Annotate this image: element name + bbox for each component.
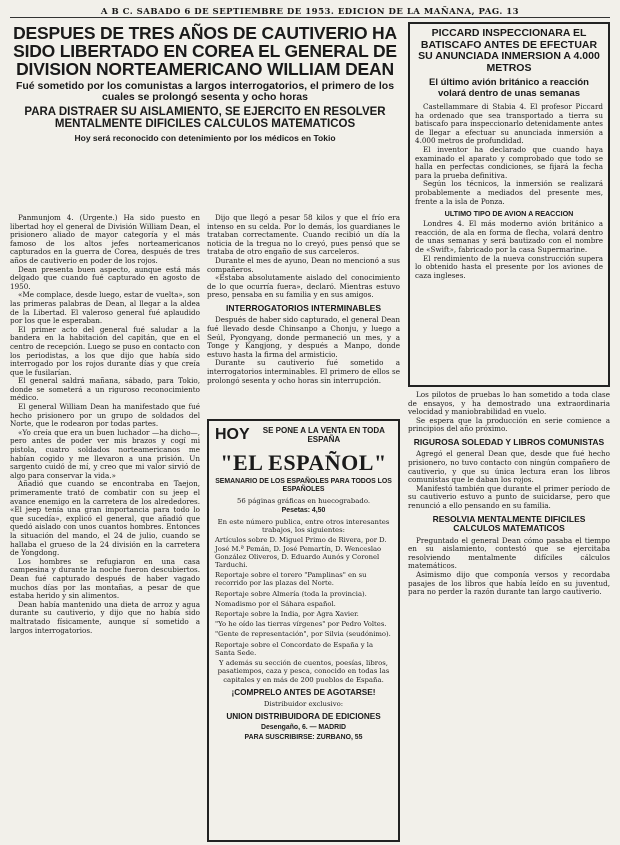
- article-paragraph: Dean presenta buen aspecto, aunque está más delgado que cuando fué capturado en agosto de 1950.: [10, 264, 200, 291]
- main-subhead: Fué sometido por los comunistas a largos interrogatorios, el primero de los cuales se prolongó sesenta y ocho horas: [15, 80, 395, 103]
- section-head-calculos: RESOLVIA MENTALMENTE DIFICILES CALCULOS MATEMATICOS: [432, 513, 586, 534]
- ad-call-to-action: ¡COMPRELO ANTES DE AGOTARSE!: [231, 688, 376, 698]
- ad-hoy-text: SE PONE A LA VENTA EN TODA ESPAÑA: [262, 426, 385, 444]
- ad-tagline: SEMANARIO DE LOS ESPAÑOLES PARA TODOS LOS ESPAÑOLES: [215, 478, 392, 494]
- ad-price: Pesetas: 4,50: [281, 507, 326, 515]
- ad-item: Reportaje sobre la India, por Agra Xavier.: [215, 610, 359, 619]
- column-b-text: [207, 214, 400, 419]
- ad-item: "Gente de representación", por Silvia (seudónimo).: [215, 630, 391, 639]
- ad-item: Nomadismo por el Sáhara español.: [215, 599, 336, 608]
- section-head-interrogatorios: INTERROGATORIOS INTERMINABLES: [225, 302, 382, 313]
- ad-address: Desengaño, 6. — MADRID: [261, 723, 346, 731]
- ad-closing: Y además su sección de cuentos, poesías, libros, pasatiempos, caza y pesca, conocido en todas las capitales y en más de 200 pueblos de España.: [217, 659, 390, 684]
- ad-title: "EL ESPAÑOL": [220, 450, 387, 475]
- article-paragraph: Durante su cautiverio fué sometido a interrogatorios interminables. El primero de ellos se prolongó sesenta y ocho horas sin interrupción.: [207, 358, 400, 385]
- article-paragraph: Londres 4. El más moderno avión británico a reacción, de ala en forma de flecha, volará dentro de unas semanas y será bautizado con el nombre de «Swift», fabricado por la casa Supermarine.: [415, 219, 603, 254]
- article-paragraph: Durante el mes de ayuno, Dean no mencionó a sus compañeros.: [207, 255, 400, 274]
- article-paragraph: «Yo creía que era un buen luchador —ha dicho—, pero antes de poder ver mis brazos y cogí mi pistola, cuatro soldados norteamericanos me habían cogido y me llevaron a una prisión. Un sargento cuidó de mí, y creo que mi valor sirvió de algo para conservar la vida.»: [10, 427, 200, 480]
- article-paragraph: El general William Dean ha manifestado que fué hecho prisionero por un grupo de soldados del Norte, que le rodearon por todas partes.: [10, 402, 200, 429]
- article-paragraph: Los pilotos de pruebas lo han sometido a toda clase de ensayos, y ha demostrado una extraordinaria velocidad y maniobrabilidad en vuelo.: [408, 390, 610, 417]
- article-paragraph: El rendimiento de la nueva construcción supera lo obtenido hasta el presente por los aviones de caza ingleses.: [415, 253, 603, 280]
- article-paragraph: «Estaba absolutamente aislado del conocimiento de lo que ocurría fuera», declaró. Mientras estuvo preso, pensaba en su familia y en sus amigos.: [207, 273, 400, 300]
- ad-item: Reportaje sobre Almería (toda la provincia).: [215, 589, 367, 598]
- article-paragraph: «Me complace, desde luego, estar de vuelta», son las primeras palabras de Dean, al llegar a la aldea de la Libertad. El valeroso general fué aplaudido por los que le esperaban.: [10, 290, 200, 326]
- main-column-a: [10, 214, 200, 842]
- ad-item: Artículos sobre D. Miguel Primo de Rivera, por D. José M.ª Pemán, D. José Pemartín, D. Wenceslao González Oliveros, D. Eduardo Aunós y Coronel Tarduchi.: [215, 536, 387, 570]
- main-story: [10, 22, 400, 842]
- article-paragraph: Dean había mantenido una dieta de arroz y agua durante su cautiverio, y dijo que no había sido maltratado físicamente, aunque sí sometido a largos interrogatorios.: [10, 599, 200, 635]
- main-deck: PARA DISTRAER SU AISLAMIENTO, SE EJERCITO EN RESOLVER MENTALMENTE DIFICILES CALCULOS MATEMATICOS: [24, 106, 386, 130]
- main-kicker: Hoy será reconocido con detenimiento por los médicos en Tokio: [74, 133, 336, 143]
- piccard-subhead: El último avión británico a reacción volará dentro de unas semanas: [429, 77, 589, 99]
- article-paragraph: Después de haber sido capturado, el general Dean fué llevado desde Chinsanpo a Chonju, y luego a Seúl, Pyongyang, donde permaneció un mes, y a Tonge y Kangjong, y después a Manpo, donde estuvo hasta la firma del armisticio.: [207, 315, 400, 359]
- right-column: [408, 22, 610, 842]
- ad-intro: En este número publica, entre otros interesantes trabajos, los siguientes:: [217, 517, 390, 535]
- ad-hoy: HOY: [215, 426, 250, 443]
- article-paragraph: Preguntado el general Dean cómo pasaba el tiempo en su aislamiento, contestó que se ejercitaba resolviendo mentalmente difíciles cálculos matemáticos.: [408, 535, 610, 571]
- article-paragraph: Se espera que la producción en serie comience a principios del año próximo.: [408, 415, 610, 434]
- article-paragraph: Agregó el general Dean que, desde que fué hecho prisionero, no tuvo contacto con ningún compañero de cautiverio, y que su única lectura eran los libros comunistas que le daban los rojos.: [408, 449, 610, 485]
- main-headline: DESPUES DE TRES AÑOS DE CAUTIVERIO HA SIDO LIBERTADO EN COREA EL GENERAL DE DIVISION NORTEAMERICANO WILLIAM DEAN: [13, 23, 397, 79]
- page-columns: [10, 22, 610, 842]
- article-paragraph: El inventor ha declarado que cuando haya examinado el aparato y comprobado que todo se halla en perfectas condiciones, se fijará la fecha para la prueba definitiva.: [415, 144, 603, 180]
- ad-item: Reportaje sobre el Concordato de España y la Santa Sede.: [215, 640, 374, 657]
- ad-subscriptions: PARA SUSCRIBIRSE: ZURBANO, 55: [244, 734, 363, 742]
- article-paragraph: Asimismo dijo que componía versos y recordaba pasajes de los libros que había leído en su juventud, para no perder la razón durante tan largo cautiverio.: [408, 570, 610, 597]
- article-paragraph: Dijo que llegó a pesar 58 kilos y que el frío era intenso en su celda. Por lo demás, los guardianes le trataban correctamente. Cuando recibió un día la noticia de la tregua no lo creyó, pues pensó que se trataba de otro engaño de sus carceleros.: [207, 214, 400, 257]
- main-column-b: [207, 214, 400, 842]
- article-paragraph: El general saldrá mañana, sábado, para Tokio, donde se someterá a un riguroso reconocimiento médico.: [10, 376, 200, 403]
- ad-pages: 56 páginas gráficas en huecograbado.: [236, 496, 371, 505]
- article-paragraph: Panmunjom 4. (Urgente.) Ha sido puesto en libertad hoy el general de División William Dean, el prisionero aliado de mayor categoría y el más famoso de los altos jefes norteamericanos capturados en la guerra de Corea, después de tres años de cautiverio en poder de los rojos.: [10, 214, 200, 265]
- piccard-headline: PICCARD INSPECCIONARA EL BATISCAFO ANTES DE EFECTUAR SU ANUNCIADA INMERSION A 4.000 METROS: [418, 27, 600, 74]
- ad-item: "Yo he oído las tierras vírgenes" por Pedro Voltes.: [215, 620, 387, 629]
- article-paragraph: Añadió que cuando se encontraba en Taejon, primeramente trató de combatir con su jeep el avance enemigo en la carretera de los alrededores. «El jeep tenía una gran importancia para todo lo que sucedía», explicó el general, que añadió que quedó aislado con unos cuantos hombres. Entonces la situación del mando, el 24 de julio, cuando se hallaba el grueso de la 24 división en la carretera de Yongdong.: [10, 479, 200, 558]
- article-paragraph: Según los técnicos, la inmersión se realizará probablemente a mediados del presente mes, frente a la isla de Ponza.: [415, 179, 603, 206]
- ad-distributor: UNION DISTRIBUIDORA DE EDICIONES: [226, 712, 381, 722]
- ad-distributor-label: Distribuidor exclusivo:: [263, 699, 344, 708]
- article-paragraph: El primer acto del general fué saludar a la bandera en la habitación del capitán, que en el centro de recepción. Luego se puso en contacto con los periodistas, a los que dijo que había sido interrogado por los rojos durante días y que creía que le fusilarían.: [10, 324, 200, 377]
- el-espanol-advertisement: [207, 419, 400, 842]
- article-paragraph: Los hombres se refugiaron en una casa campesina y durante la noche fueron descubiertos. Dean fué capturado después de haber vagado muchos días por las montañas, a pesar de que estaba herido y sin alimentos.: [10, 556, 200, 601]
- right-column-continuation: [408, 391, 610, 597]
- ad-item: Reportaje sobre el torero "Pamplinas" en su recorrido por las plazas del Norte.: [215, 571, 367, 588]
- running-head: A B C. SABADO 6 DE SEPTIEMBRE DE 1953. EDICION DE LA MAÑANA, PAG. 13: [10, 6, 610, 18]
- section-head-soledad: RIGUROSA SOLEDAD Y LIBROS COMUNISTAS: [413, 436, 605, 447]
- article-paragraph: Castellammare di Stabia 4. El profesor Piccard ha ordenado que sea transportado a tierra su batiscafo para inspeccionarlo detenidamente antes de llegar a efectuar su anunciada inmersión a 4.000 metros de profundidad.: [415, 102, 603, 146]
- avion-reaccion-head: ULTIMO TIPO DE AVION A REACCION: [444, 209, 574, 219]
- article-paragraph: Manifestó también que durante el primer período de su cautiverio estuvo a punto de suicidarse, pero que renunció a ello pensando en su familia.: [408, 483, 610, 511]
- piccard-story-box: [408, 22, 610, 387]
